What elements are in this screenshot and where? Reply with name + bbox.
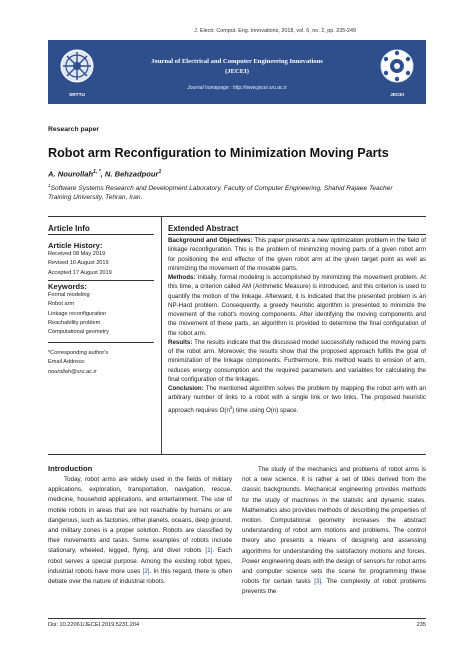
body-text: . The complexity of robot problems prevents the [242,578,426,596]
keywords-heading: Keywords: [48,282,87,291]
abstract-text: The results indicate that the discussed model successfully reduced the moving parts of the robot arm. Moreover, the results show that the proposed approach fulfills the goal of minimization of the linkage components. Furthermore, this method leads to erosion of arm, reduces energy consumption and the required parameters and variables for calculating the final configuration of the linkages. [168,338,427,383]
keyword-item: Reachability problem [48,319,101,326]
article-info-heading: Article Info [48,224,90,233]
keyword-item: Formal modeling [48,292,90,298]
email-label: Email Address: [48,359,86,366]
abstract-text: This paper presents a new optimization problem in the field of linkage reconfiguration. This is the problem of minimizing moving parts of a given robot arm for positioning the end effector of the given robot arm at the given target point as well as minimizing the movement of the movable parts. [168,237,427,272]
affiliation-line: Software Systems Research and Development Laboratory, Faculty of Computer Engineering, Shahid Rajaee Teacher [50,185,393,193]
divider [48,280,154,281]
citation-link[interactable]: [2] [142,567,150,575]
body-text: Today, robot arms are widely used in the fields of military applications, exploration, transportation, navigation, rescue, medicine, household applications, and entertainment. The use of mobile robots in areas that are not reachable by humans or are dangerous, such as factories, other planets, oceans, deep ground, and military zones is a proper solution. Robots are classified by their movements and tasks. Some examples of robots include stationary, wheeled, legged, flying, and diver robots [48,476,232,555]
history-accepted: Accepted 17 August 2019 [48,269,112,276]
author-marks: 1 [158,169,162,175]
left-seal-label: SRTTU [69,93,85,98]
divider [168,234,426,235]
doi-link[interactable]: Doi: 10.22061/JECEI.2019.5231.204 [48,622,140,628]
author-email-link[interactable]: nourollah@sru.ac.ir [48,368,97,375]
exponent: 3 [229,404,233,410]
corresponding-author [48,349,154,377]
author-name: , N. Behzadpour [100,169,159,179]
abstract-label: Methods: [168,274,196,281]
column-divider [161,216,162,454]
author-name: A. Nourollah [48,169,94,179]
introduction-right-column [242,465,426,598]
extended-abstract [168,236,426,415]
jecei-logo-icon [377,46,417,98]
article-history [48,241,154,278]
history-revised: Revised 10 August 2019 [48,260,109,267]
extended-abstract-heading: Extended Abstract [168,224,239,233]
body-text: The study of the mechanics and problems of robot arms is not a new science. It is rather a set of titles derived from the classic backgrounds. Mechanical engineering provides methods for the study of machines in the statistic and dynamic states. Mathematics also provides methods of describing the properties of motion. Computational geometry increases the abstract understanding of robot arm motions and problems. The control theory also presents a means of designing and assessing algorithms for understanding the satisfactory motions and forces. Power engineering deals with the design of sensors for robot arms and computer science sets the scene for programming these robots for certain tasks [242,466,426,586]
keyword-item: Linkage reconfiguration [48,310,107,317]
author-marks: 1, * [93,169,101,175]
abstract-text: Initially, formal modeling is accomplished by minimizing the movement problem. At this time, a criterion called AM (Arithmetic Measure) is introduced, and this criterion is used to quantify the motion of the linkage. Afterward, it is indicated that the presented problem is an NP-Hard problem. Consequently, a greedy heuristic algorithm is presented to minimize the movement of the robot's moving components. After identifying the moving components and the movement of these parts, an algorithm is provided to determine the final configuration of the robot arm. [168,274,426,337]
journal-homepage-link[interactable]: Journal homepage : http://www.jecei.sru.ac.ir [187,85,287,91]
citation-link[interactable]: [1] [205,547,213,555]
introduction-left-column [48,475,232,587]
divider [48,234,154,235]
journal-title [104,57,370,76]
body-text: . Each robot serves a special purpose. Among the existing robot types, industrial robots have more uses [48,547,232,575]
body-text: . In this regard, there is often debate over the nature of industrial robots. [48,567,232,586]
introduction-heading: Introduction [48,464,93,473]
divider [48,342,154,343]
page-title: Robot arm Reconfiguration to Minimization Moving Parts [48,146,389,160]
journal-banner [48,40,426,104]
citation-link[interactable]: [3] [314,578,322,586]
abstract-label: Background and Objectives: [168,237,253,244]
abstract-text: The mentioned algorithm solves the problem by mapping the robot arm with an arbitrary number of links to a robot with a single link or two links. The proposed heuristic approach requires O(n [168,385,426,414]
article-type: Research paper [48,126,100,133]
journal-title-line1: Journal of Electrical and Computer Engineering Innovations [151,58,323,65]
university-seal-icon [57,46,97,98]
affiliation [48,181,428,203]
footer-divider [48,618,426,619]
journal-citation: J. Electr. Comput. Eng. Innovations, 2018, vol. 6, no. 2, pp. 235-249 [194,28,356,34]
divider [48,454,426,455]
affiliation-mark: 1 [48,183,51,188]
corresponding-label: *Corresponding author's [48,350,109,356]
keyword-item: Computational geometry [48,329,109,336]
right-seal-label: JECEI [390,93,404,98]
author-line [48,169,161,179]
history-received: Received 08 May 2019 [48,251,106,257]
abstract-label: Conclusion: [168,385,204,392]
keyword-item: Robot arm [48,301,75,308]
abstract-text: ) time using O(n) space. [232,406,299,414]
history-heading: Article History: [48,241,103,250]
affiliation-line: Training University, Tehran, Iran. [48,194,143,202]
journal-title-line2: (JECEI) [225,67,249,75]
page-number: 235 [416,622,426,628]
abstract-label: Results: [168,338,193,346]
divider [48,216,426,217]
keywords [48,282,154,337]
